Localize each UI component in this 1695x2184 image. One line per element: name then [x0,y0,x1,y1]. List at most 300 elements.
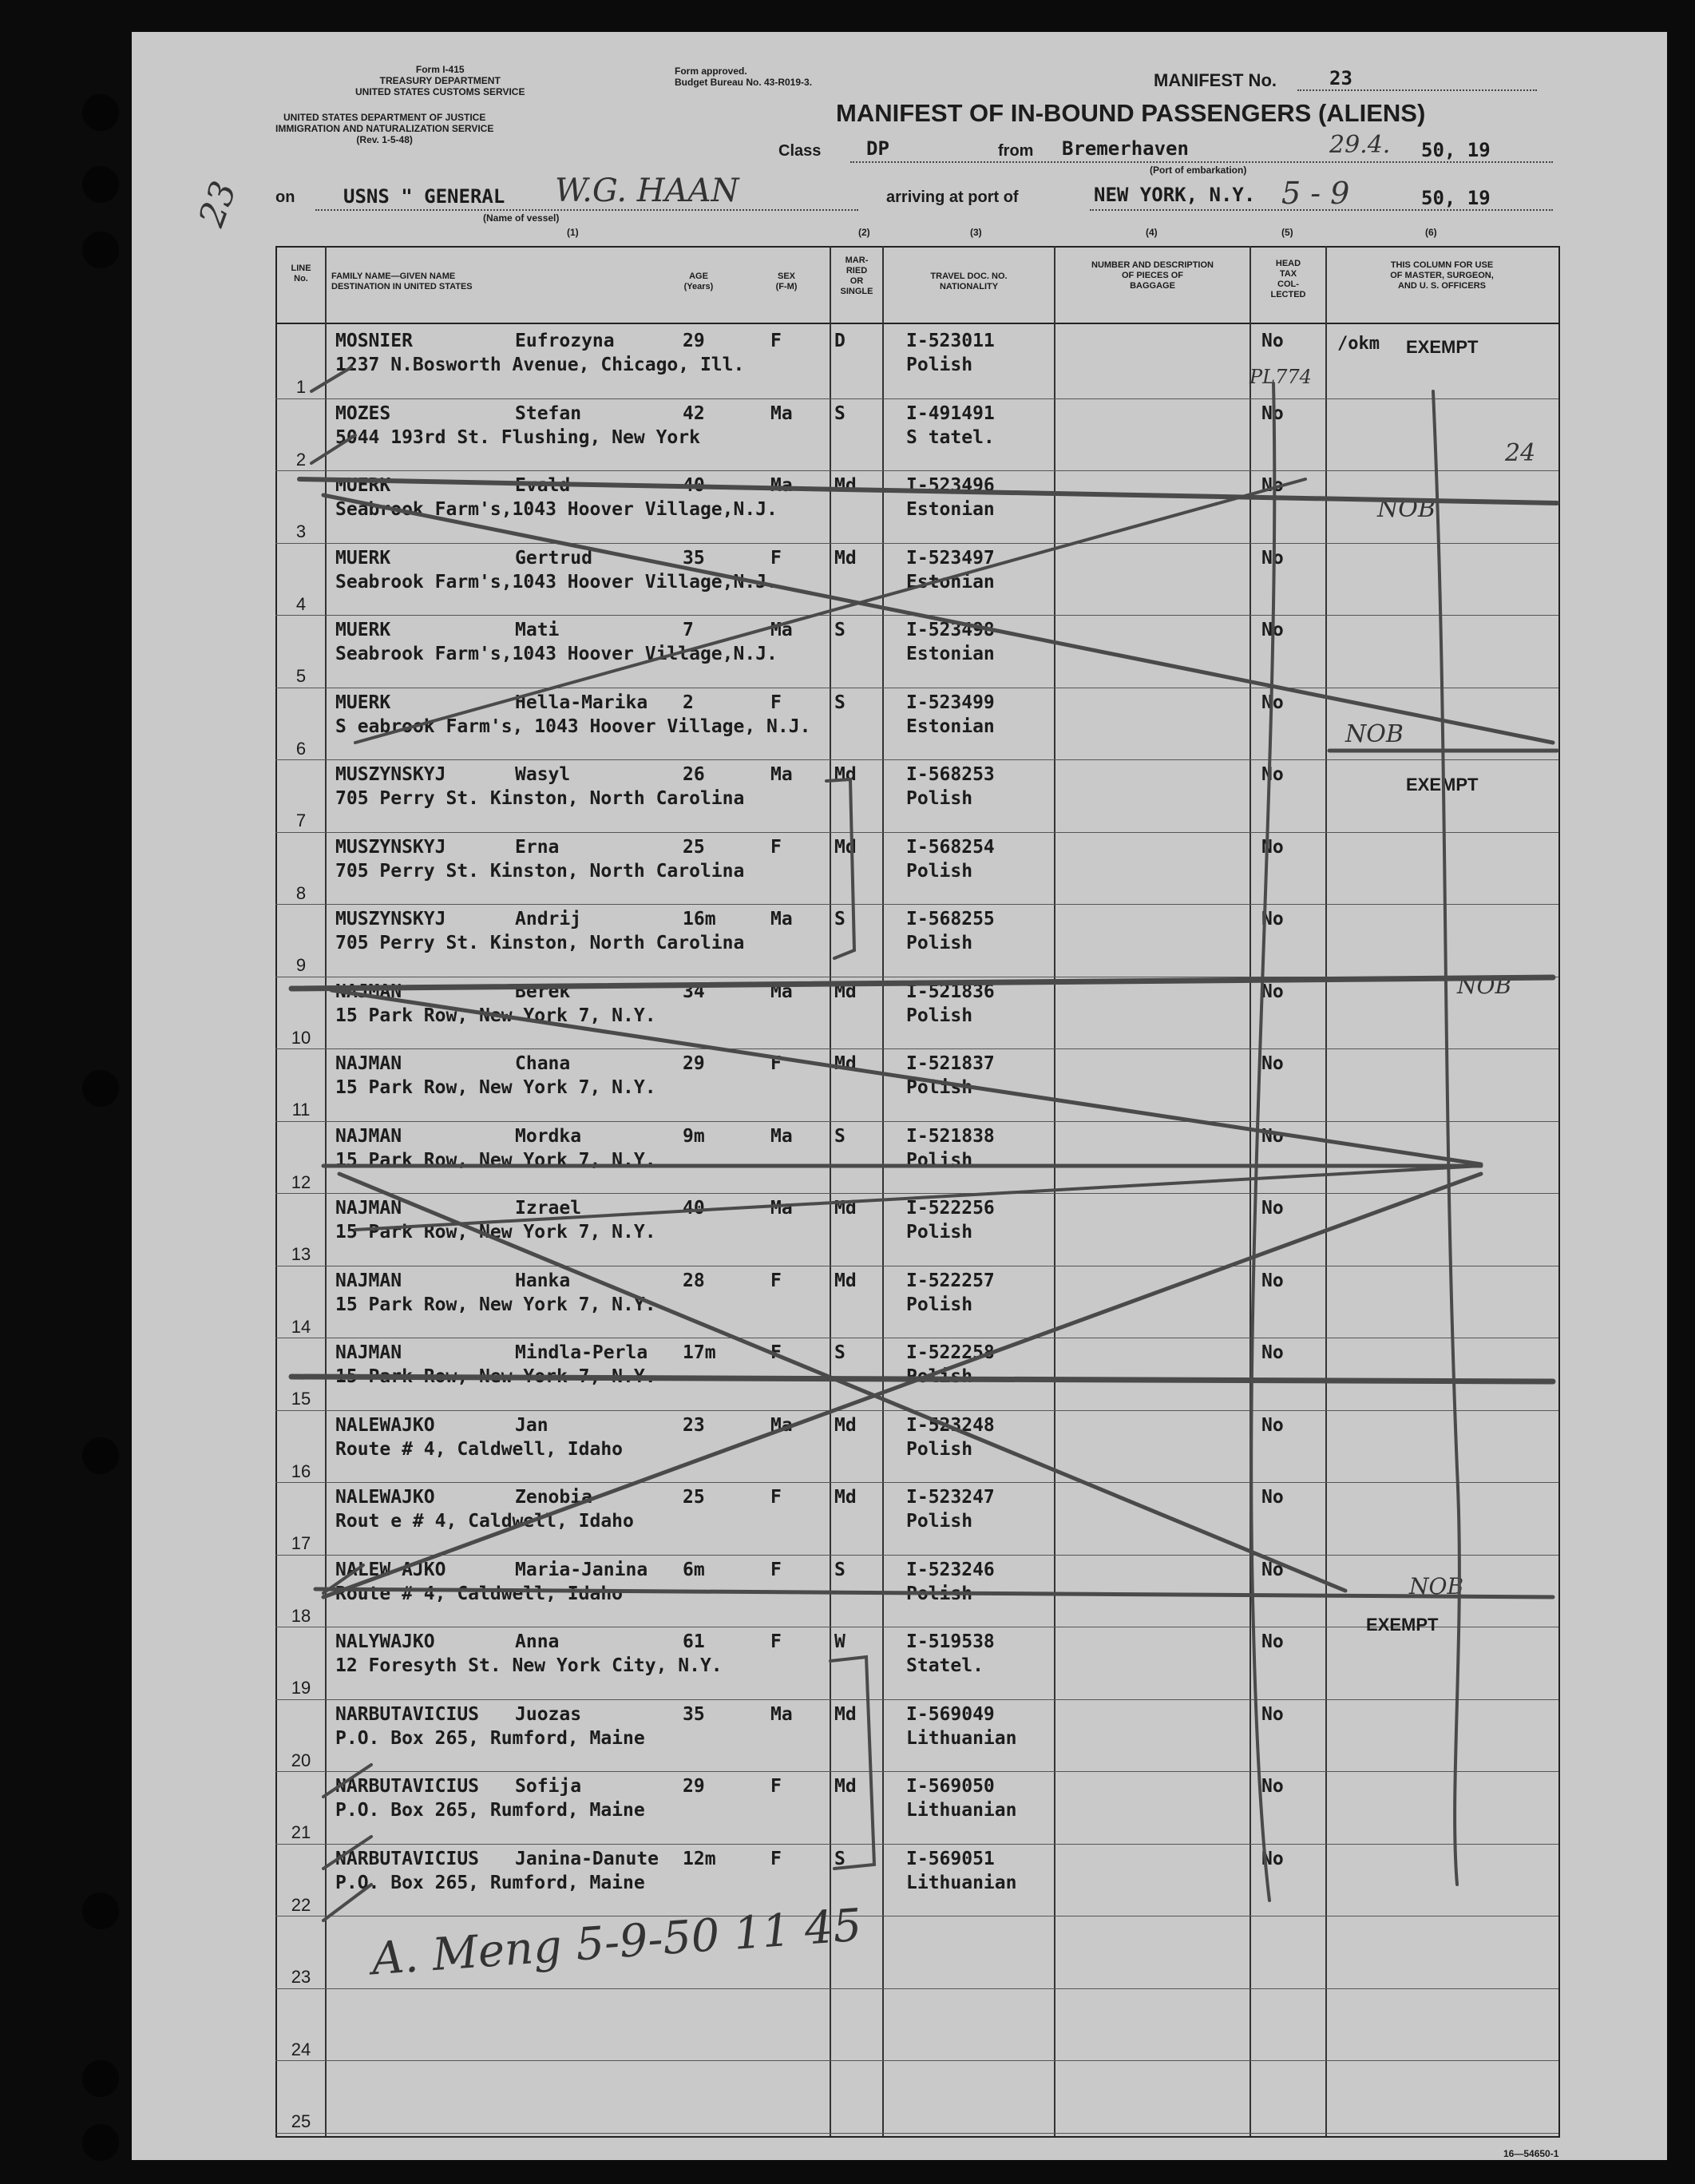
destination-address: 1237 N.Bosworth Avenue, Chicago, Ill. [335,355,745,375]
given-name: Mati [515,620,560,640]
destination-address: 15 Park Row, New York 7, N.Y. [335,1222,656,1243]
nob-mark: NOB [1345,720,1404,748]
marital-status: Md [834,1414,857,1436]
sex: F [770,1487,782,1508]
given-name: Stefan [515,402,582,424]
age: 17m [683,1342,716,1363]
family-name: MUERK [335,692,391,713]
nationality: Polish [906,1583,973,1604]
destination-address: 705 Perry St. Kinston, North Carolina [335,788,745,809]
okm-mark: /okm [1337,334,1380,354]
arriving-label: arriving at port of [886,188,1019,206]
punch-hole [82,1070,119,1107]
destination-address: 5044 193rd St. Flushing, New York [335,426,700,448]
age: 23 [683,1414,705,1436]
travel-doc-no: I-569051 [906,1848,995,1869]
sex: Ma [770,1198,793,1219]
head-tax: No [1261,1487,1284,1508]
on-label: on [275,188,295,206]
line-number: 15 [291,1389,311,1409]
master-column-pencil-line [1433,391,1459,1885]
manifest-sheet [132,32,1667,2160]
vessel-caption: (Name of vessel) [483,212,560,224]
form-line: TREASURY DEPARTMENT [379,75,501,86]
marital-status: Md [834,1198,857,1219]
sex: Ma [770,620,793,640]
head-tax: No [1261,1342,1284,1363]
line-number: 7 [295,811,307,830]
sex: Ma [770,475,793,496]
marital-status: Md [834,1053,857,1074]
nationality: Polish [906,1438,973,1460]
given-name: Anna [515,1631,560,1652]
line-number: 11 [291,1100,311,1120]
age: 16m [683,909,716,929]
sex: F [770,1776,782,1797]
sex: F [770,331,782,351]
line-number: 14 [291,1316,311,1337]
line-number: 5 [295,666,307,686]
given-name: Sofija [515,1776,582,1797]
head-tax: No [1261,1053,1284,1074]
punch-hole [82,166,119,203]
sex: Ma [770,981,793,1002]
line-number: 19 [291,1678,311,1698]
line-number: 25 [291,2111,311,2131]
vessel-name: USNS " GENERAL [343,185,505,208]
port-caption: (Port of embarkation) [1150,164,1247,176]
line-number: 1 [295,377,307,397]
given-name: Evald [515,475,571,496]
given-name: Berek [515,981,571,1002]
marital-status: Md [834,475,857,496]
head-tax: No [1261,1631,1284,1652]
head-tax: No [1261,1414,1284,1436]
tax-column-pencil-line [1251,383,1274,1901]
travel-doc-no: I-491491 [906,402,995,424]
travel-doc-no: I-523499 [906,692,995,713]
sex: F [770,1270,782,1291]
nationality: Lithuanian [906,1800,1017,1821]
line-number: 8 [295,882,307,903]
given-name: Jan [515,1414,548,1436]
line-number: 10 [291,1027,311,1048]
line-number: 22 [291,1894,311,1915]
destination-address: Seabrook Farm's,1043 Hoover Village,N.J. [335,499,778,520]
nationality: Estonian [906,571,995,593]
destination-address: P.O. Box 265, Rumford, Maine [335,1727,645,1749]
travel-doc-no: I-522256 [906,1198,995,1219]
marital-status: Md [834,1703,857,1725]
age: 28 [683,1270,705,1291]
marital-status: Md [834,981,857,1002]
head-tax: No [1261,764,1284,785]
given-name: Erna [515,836,560,858]
travel-doc-no: I-523246 [906,1559,995,1580]
head-tax: No [1261,1559,1284,1580]
travel-doc-no: I-523247 [906,1487,995,1508]
approval-line: Form approved. [675,65,747,77]
arrival-date: 5 - 9 [1281,176,1350,211]
line-number: 16 [291,1461,311,1481]
family-name: NAJMAN [335,1342,402,1363]
margin-number: 23 [191,176,245,232]
sex: Ma [770,1414,793,1436]
check-tick [323,1885,371,1920]
family-name: MUERK [335,475,391,496]
age: 40 [683,1198,705,1219]
head-tax: No [1261,1703,1284,1725]
nationality: Estonian [906,715,995,737]
sex: F [770,547,782,569]
family-name: MUERK [335,620,391,640]
travel-doc-no: I-523248 [906,1414,995,1436]
col-number: (4) [1146,227,1158,238]
number-24: 24 [1505,439,1536,467]
form-line: UNITED STATES CUSTOMS SERVICE [355,86,525,97]
bracket-mark [830,1657,874,1869]
head-tax: No [1261,547,1284,569]
destination-address: 15 Park Row, New York 7, N.Y. [335,1077,656,1098]
destination-address: P.O. Box 265, Rumford, Maine [335,1800,645,1821]
strike-line [323,495,1553,743]
punch-hole [82,94,119,131]
head-tax: No [1261,836,1284,858]
punch-hole [82,1893,119,1929]
head-tax: No [1261,475,1284,496]
strike-line [315,1589,1553,1597]
col-header-sex: SEX (F-M) [775,272,798,291]
line-number: 9 [295,955,307,975]
nationality: Lithuanian [906,1727,1017,1749]
given-name: Chana [515,1053,571,1074]
given-name: Wasyl [515,764,571,785]
given-name: Juozas [515,1703,582,1725]
sex: Ma [770,1703,793,1725]
age: 25 [683,1487,705,1508]
nationality: Polish [906,1366,973,1387]
age: 29 [683,331,705,351]
family-name: MOZES [335,402,391,424]
nationality: Polish [906,1005,973,1026]
marital-status: Md [834,1487,857,1508]
line-number: 6 [295,738,307,759]
sex: F [770,836,782,858]
col-number: (6) [1425,227,1437,238]
age: 12m [683,1848,716,1869]
family-name: MUERK [335,547,391,569]
strike-line [299,479,1557,503]
age: 34 [683,981,705,1002]
from-label: from [998,142,1034,160]
strike-line [291,977,1553,989]
family-name: NARBUTAVICIUS [335,1776,480,1797]
marital-status: Md [834,764,857,785]
family-name: NALYWAJKO [335,1631,435,1652]
destination-address: P.O. Box 265, Rumford, Maine [335,1872,645,1893]
class-label: Class [778,142,822,160]
line-number: 18 [291,1605,311,1626]
sex: F [770,692,782,713]
col-number: (5) [1281,227,1293,238]
class-value: DP [866,137,889,160]
family-name: NAJMAN [335,1270,402,1291]
given-name: Zenobia [515,1487,592,1508]
head-tax: No [1261,1125,1284,1147]
line-number: 3 [295,521,307,541]
vessel-handwritten: W.G. HAAN [555,172,739,209]
nationality: S tatel. [906,426,995,448]
family-name: NAJMAN [335,1053,402,1074]
travel-doc-no: I-568253 [906,764,995,785]
travel-doc-no: I-569049 [906,1703,995,1725]
manifest-no: 23 [1329,67,1352,89]
arrival-port: NEW YORK, N.Y. [1094,184,1256,206]
family-name: NAJMAN [335,1125,402,1147]
destination-address: S eabrook Farm's, 1043 Hoover Village, N.J. [335,715,811,737]
marital-status: S [834,1342,846,1363]
marital-status: Md [834,836,857,858]
punch-hole [82,2124,119,2161]
marital-status: W [834,1631,846,1652]
age: 61 [683,1631,705,1652]
travel-doc-no: I-522257 [906,1270,995,1291]
age: 9m [683,1125,705,1147]
nationality: Polish [906,1294,973,1315]
sex: Ma [770,1125,793,1147]
col-header-age: AGE (Years) [683,272,714,291]
strike-line [355,479,1305,743]
destination-address: 15 Park Row, New York 7, N.Y. [335,1005,656,1026]
travel-doc-no: I-523498 [906,620,995,640]
nationality: Polish [906,355,973,375]
col-header-married: MAR- RIED OR SINGLE [840,256,873,296]
family-name: NALEWAJKO [335,1414,435,1436]
check-tick [323,1765,371,1797]
manifest-no-label: MANIFEST No. [1154,70,1277,90]
marital-status: Md [834,1776,857,1797]
destination-address: 15 Park Row, New York 7, N.Y. [335,1294,656,1315]
inspector-signature: A. Meng 5-9-50 11 45 [370,1899,864,1986]
destination-address: 12 Foresyth St. New York City, N.Y. [335,1655,723,1676]
col-number: (1) [567,227,579,238]
line-number: 17 [291,1533,311,1553]
doj-line: IMMIGRATION AND NATURALIZATION SERVICE [275,123,494,134]
family-name: MUSZYNSKYJ [335,836,446,858]
given-name: Andrij [515,909,582,929]
from-value: Bremerhaven [1062,137,1189,160]
travel-doc-no: I-523011 [906,331,995,351]
marital-status: S [834,909,846,929]
punch-hole [82,232,119,268]
nationality: Polish [906,933,973,953]
nationality: Polish [906,1077,973,1098]
family-name: MUSZYNSKYJ [335,764,446,785]
family-name: MUSZYNSKYJ [335,909,446,929]
strike-line [355,1166,1481,1230]
family-name: NAJMAN [335,981,402,1002]
col-header-baggage: NUMBER AND DESCRIPTION OF PIECES OF BAGGAGE [1091,260,1214,291]
sex: F [770,1631,782,1652]
nationality: Polish [906,788,973,809]
marital-status: S [834,402,846,424]
head-tax: No [1261,1848,1284,1869]
family-name: NALEWAJKO [335,1487,435,1508]
head-tax: No [1261,909,1284,929]
check-tick [311,435,355,463]
nationality: Polish [906,860,973,882]
given-name: Hanka [515,1270,571,1291]
sex: F [770,1342,782,1363]
check-tick [323,1837,371,1869]
col-header-master: THIS COLUMN FOR USE OF MASTER, SURGEON, AND U. S. OFFICERS [1390,260,1494,291]
col-header-travel: TRAVEL DOC. NO. NATIONALITY [930,272,1008,291]
head-tax: No [1261,1198,1284,1219]
age: 6m [683,1559,705,1580]
family-name: NARBUTAVICIUS [335,1703,480,1725]
nationality: Lithuanian [906,1872,1017,1893]
sex: Ma [770,909,793,929]
nationality: Polish [906,1511,973,1532]
age: 35 [683,547,705,569]
age: 26 [683,764,705,785]
age: 35 [683,1703,705,1725]
travel-doc-no: I-523497 [906,547,995,569]
nob-mark: NOB [1457,973,1512,999]
punch-hole [82,2060,119,2097]
destination-address: 15 Park Row, New York 7, N.Y. [335,1366,656,1387]
marital-status: Md [834,1270,857,1291]
sex: Ma [770,402,793,424]
line-number: 24 [291,2039,311,2059]
head-tax: No [1261,981,1284,1002]
from-date: 29.4. [1329,131,1391,159]
exempt-stamp: EXEMPT [1406,337,1479,357]
marital-status: D [834,331,846,351]
head-tax: No [1261,1776,1284,1797]
nationality: Polish [906,1149,973,1171]
marital-status: S [834,620,846,640]
destination-address: 705 Perry St. Kinston, North Carolina [335,860,745,882]
bracket-mark [826,779,854,958]
sex: F [770,1053,782,1074]
given-name: Mordka [515,1125,582,1147]
marital-status: S [834,1848,846,1869]
pencil-marks [132,32,1667,2160]
family-name: NARBUTAVICIUS [335,1848,480,1869]
nationality: Polish [906,1222,973,1243]
head-tax: No [1261,331,1284,351]
given-name: Eufrozyna [515,331,615,351]
from-year: 50, 19 [1421,139,1491,161]
age: 40 [683,475,705,496]
family-name: MOSNIER [335,331,413,351]
nationality: Estonian [906,644,995,664]
age: 2 [683,692,694,713]
line-number: 23 [291,1967,311,1987]
age: 25 [683,836,705,858]
head-tax: No [1261,692,1284,713]
marital-status: S [834,1559,846,1580]
marital-status: S [834,1125,846,1147]
given-name: Hella-Marika [515,692,648,713]
age: 29 [683,1053,705,1074]
check-tick [311,367,351,391]
age: 29 [683,1776,705,1797]
approval-line: Budget Bureau No. 43-R019-3. [675,77,813,88]
destination-address: Route # 4, Caldwell, Idaho [335,1583,624,1604]
age: 7 [683,620,694,640]
line-number: 12 [291,1171,311,1192]
nob-mark: NOB [1409,1573,1464,1599]
doj-line: (Rev. 1-5-48) [356,134,413,145]
travel-doc-no: I-568255 [906,909,995,929]
destination-address: Seabrook Farm's,1043 Hoover Village,N.J. [335,644,778,664]
line-number: 4 [295,593,307,614]
travel-doc-no: I-521836 [906,981,995,1002]
nob-mark: NOB [1377,495,1436,523]
form-line: Form I-415 [415,64,465,75]
given-name: Janina-Danute [515,1848,659,1869]
doj-line: UNITED STATES DEPARTMENT OF JUSTICE [283,112,486,123]
marital-status: Md [834,547,857,569]
head-tax: No [1261,620,1284,640]
destination-address: Route # 4, Caldwell, Idaho [335,1438,624,1460]
arrival-year: 50, 19 [1421,187,1491,209]
marital-status: S [834,692,846,713]
line-number: 20 [291,1750,311,1770]
travel-doc-no: I-523496 [906,475,995,496]
given-name: Gertrud [515,547,592,569]
footer-code: 16—54650-1 [1503,2148,1559,2159]
head-tax: No [1261,1270,1284,1291]
line-number: 21 [291,1822,311,1842]
nationality: Statel. [906,1655,984,1676]
travel-doc-no: I-569050 [906,1776,995,1797]
line-number: 2 [295,449,307,470]
travel-doc-no: I-522258 [906,1342,995,1363]
family-name: NALEW AJKO [335,1559,446,1580]
travel-doc-no: I-519538 [906,1631,995,1652]
travel-doc-no: I-568254 [906,836,995,858]
col-header-name: FAMILY NAME—GIVEN NAME DESTINATION IN UNITED STATES [331,272,473,291]
sex: F [770,1848,782,1869]
col-number: (2) [858,227,870,238]
col-number: (3) [970,227,982,238]
pl-number: PL774 [1249,366,1312,388]
col-header-line: LINE No. [291,264,311,283]
strike-line [331,990,1481,1164]
given-name: Mindla-Perla [515,1342,648,1363]
col-header-headtax: HEAD TAX COL- LECTED [1270,259,1306,299]
family-name: NAJMAN [335,1198,402,1219]
travel-doc-no: I-521838 [906,1125,995,1147]
punch-hole [82,1437,119,1474]
sex: F [770,1559,782,1580]
exempt-stamp: EXEMPT [1366,1615,1439,1635]
destination-address: 15 Park Row, New York 7, N.Y. [335,1149,656,1171]
given-name: Maria-Janina [515,1559,648,1580]
line-number: 13 [291,1244,311,1264]
destination-address: Rout e # 4, Caldwell, Idaho [335,1511,634,1532]
head-tax: No [1261,402,1284,424]
sex: Ma [770,764,793,785]
age: 42 [683,402,705,424]
manifest-title: MANIFEST OF IN-BOUND PASSENGERS (ALIENS) [836,99,1426,127]
destination-address: Seabrook Farm's,1043 Hoover Village,N.J. [335,571,778,593]
destination-address: 705 Perry St. Kinston, North Carolina [335,933,745,953]
exempt-stamp: EXEMPT [1406,775,1479,795]
